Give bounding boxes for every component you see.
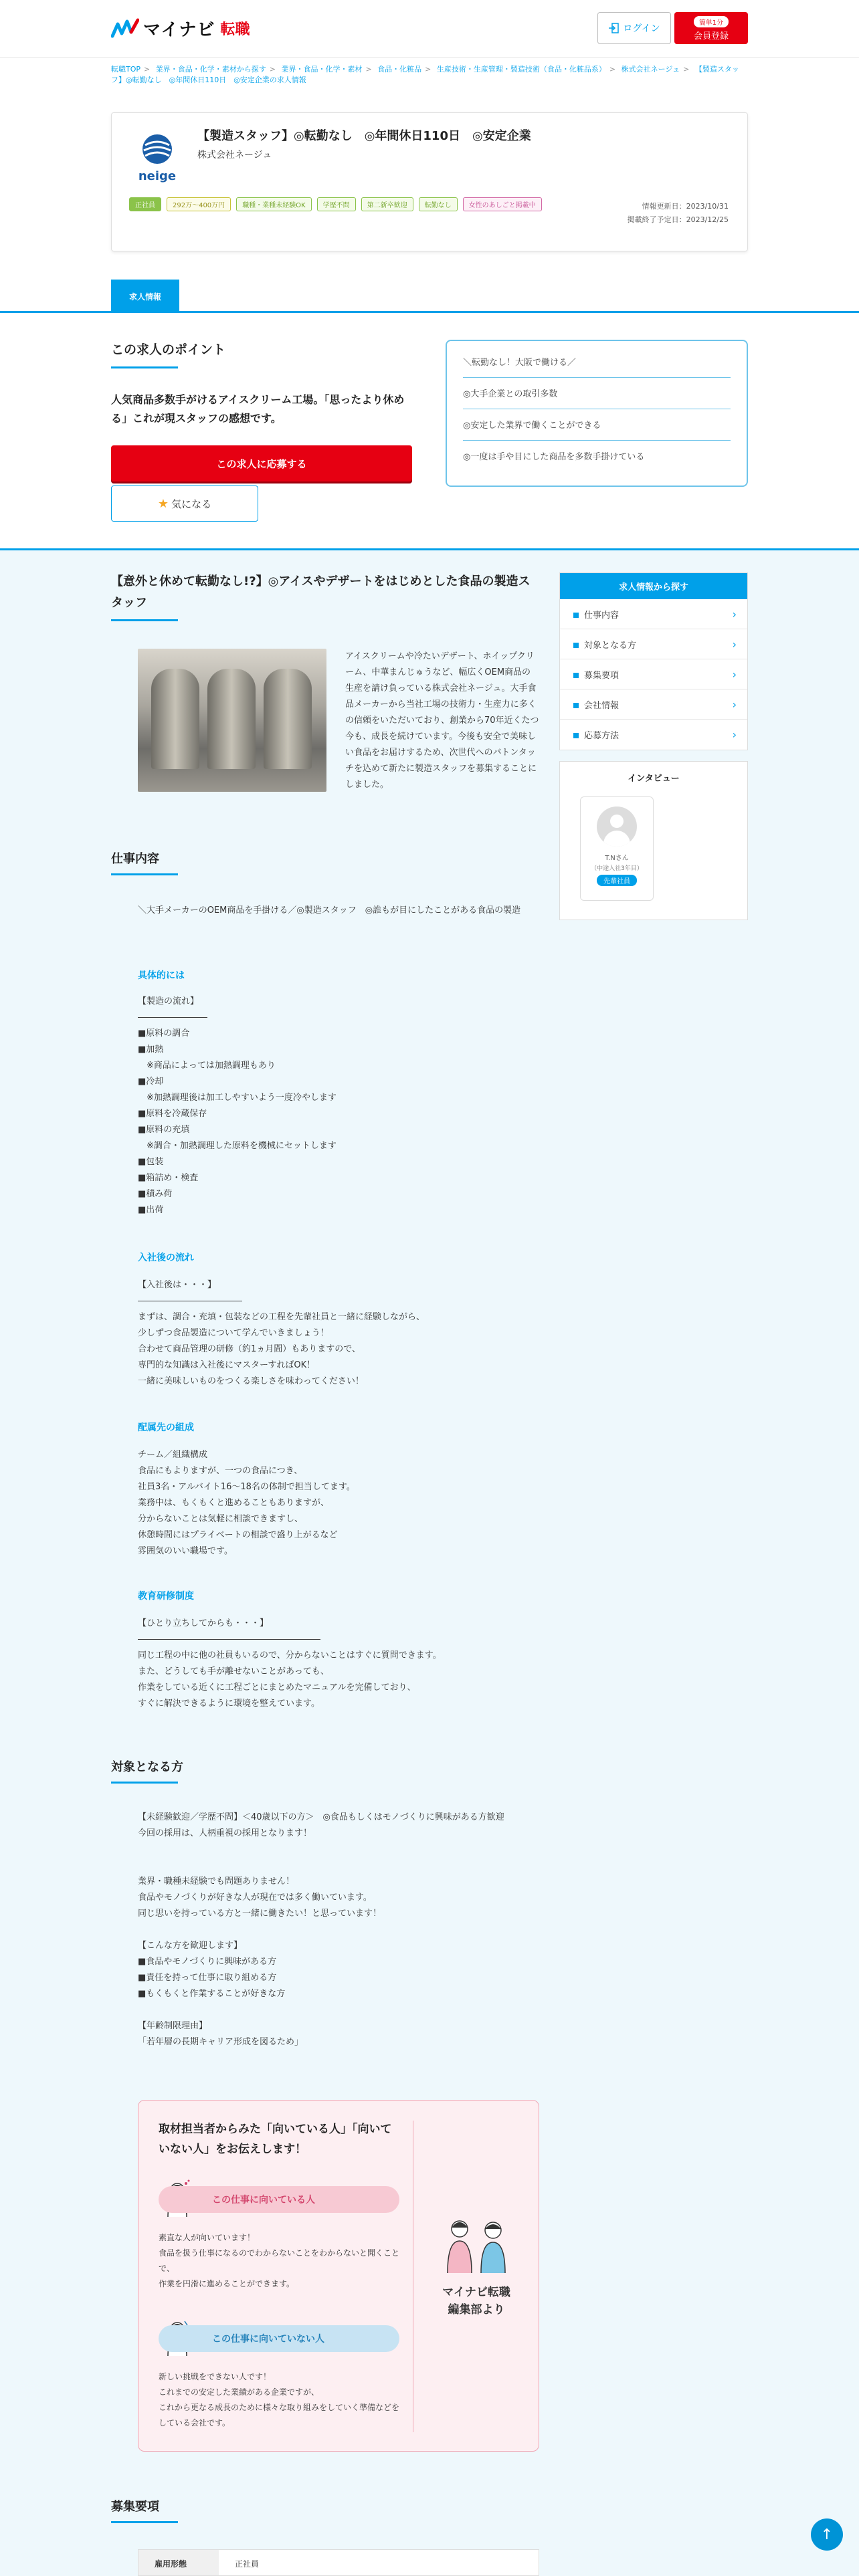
work-heading: 仕事内容 — [111, 852, 159, 866]
sidebar-item-work[interactable]: 仕事内容 › — [560, 599, 747, 629]
breadcrumb-item[interactable]: 転職TOP — [111, 65, 141, 74]
editors-illustration-icon — [433, 2214, 520, 2274]
tag-salary: 292万〜400万円 — [167, 197, 231, 211]
favorite-label: 気になる — [171, 498, 212, 510]
interview-sub: （中途入社3年目） — [591, 865, 643, 872]
company-logo — [130, 132, 184, 185]
job-summary-card — [111, 112, 748, 251]
login-icon — [608, 23, 619, 33]
job-dates — [628, 200, 729, 227]
interview-badge: 先輩社員 — [597, 875, 637, 886]
chevron-right-icon: › — [732, 697, 737, 711]
apply-button[interactable]: この求人に応募する — [111, 445, 412, 481]
after-heading: 入社後の流れ — [138, 1253, 194, 1263]
edu-text: 【ひとり立ちしてからも・・・】 ――――――――――――――――――――― 同じ工程の中に他の社員もいるので、分からないことはすぐに質問できます。 また、どうしても手が離せないことがあっても、 作業をしている近くに工程ごとにまとめたマニュアルを完備しており、 すぐに解決できるように環境を整えています。 — [138, 1618, 442, 1709]
work-lead: ＼大手メーカーのOEM商品を手掛ける／◎製造スタッフ ◎誰もが目にしたことがある食品の製造 — [138, 905, 521, 916]
tag-no-transfer: 転勤なし — [419, 197, 458, 211]
sidebar-item-target[interactable]: 対象となる方 › — [560, 629, 747, 659]
point-item: ＼転勤なし！大阪で働ける／ — [463, 346, 731, 378]
site-logo[interactable] — [111, 16, 250, 41]
point-item: ◎大手企業との取引多数 — [463, 378, 731, 409]
logo-text: マイナビ — [143, 20, 215, 40]
bad-fit-text: 新しい挑戦をできない人です！ これまでの安定した業績がある企業ですが、 これから更なる成長のために様々な取り組みをしていく準備などをしている会社です。 — [159, 2372, 400, 2428]
bad-fit-label: この仕事に向いていない人 — [159, 2325, 399, 2352]
editor-comment-box — [138, 2100, 539, 2452]
company-logo-text: neige — [138, 169, 177, 183]
sidebar-interview — [559, 761, 748, 920]
requirements-table — [138, 2549, 539, 2576]
tag-inexperienced-ok: 職種・業種未経験OK — [236, 197, 311, 211]
chevron-right-icon: › — [732, 728, 737, 741]
point-item: ◎安定した業界で働くことができる — [463, 409, 731, 441]
job-tags — [129, 197, 571, 211]
star-icon: ★ — [157, 496, 169, 511]
work-underline — [111, 873, 178, 875]
editor-who: マイナビ転職 編集部より — [442, 2286, 510, 2317]
sidebar-nav — [559, 572, 748, 750]
sidebar-nav-title: 求人情報から探す — [560, 573, 747, 599]
favorite-button[interactable] — [111, 486, 258, 522]
factory-photo — [138, 649, 326, 792]
logo-sub: 転職 — [220, 21, 250, 38]
main-title-underline — [111, 619, 178, 621]
editor-title: 取材担当者からみた「向いている人」「向いていない人」をお伝えします！ — [159, 2123, 392, 2156]
requirements-row-value: 正社員 — [235, 2559, 260, 2569]
good-fit-label: この仕事に向いている人 — [159, 2186, 399, 2213]
breadcrumb-item[interactable]: 食品・化粧品 — [377, 65, 422, 74]
requirements-underline — [111, 2521, 178, 2523]
avatar — [597, 807, 637, 847]
tag-women: 女性のあしごと掲載中 — [463, 197, 542, 211]
job-title: 【製造スタッフ】◎転勤なし ◎年間休日110日 ◎安定企業 — [197, 129, 531, 143]
sidebar-item-company[interactable]: 会社情報 › — [560, 689, 747, 720]
edu-heading: 教育研修制度 — [138, 1591, 194, 1602]
chevron-right-icon: › — [732, 637, 737, 651]
team-text: チーム／組織構成 食品にもよりますが、一つの食品につき、 社員3名・アルバイト16〜18名の体制で担当してます。 業務中は、もくもくと進めることもありますが、 分からないことは気軽に相談できますし、 休憩時間にはプライベートの相談で盛り上がるなど 雰囲気のいい職場です。 — [138, 1450, 355, 1556]
interview-title: インタビュー — [628, 774, 680, 784]
breadcrumb: 転職TOP > 業界・食品・化学・素材から探す > 業界・食品・化学・素材 > 食品・化粧品 > 生産技術・生産管理・製造技術（食品・化粧品系） > 株式会社ネージュ > 【製造スタッフ】◎転勤なし ◎年間休日110日 ◎安定企業の求人情報 — [111, 65, 739, 84]
site-header — [0, 0, 859, 58]
team-heading: 配属先の組成 — [138, 1422, 194, 1433]
good-fit-text: 素直な人が向いています！ 食品を扱う仕事になるのでわからないことをわからないと聞くことで、 作業を円滑に進めることができます。 — [159, 2233, 400, 2288]
tag-employment: 正社員 — [129, 197, 161, 211]
editor-signature — [426, 2214, 527, 2319]
sidebar-item-apply[interactable]: 応募方法 › — [560, 720, 747, 750]
register-button[interactable] — [674, 12, 748, 44]
updated-date: 情報更新日：2023/10/31 — [642, 202, 729, 211]
breadcrumb-item[interactable]: 業界・食品・化学・素材 — [281, 65, 363, 74]
tab-bar — [0, 280, 859, 313]
flow-text: 【製造の流れ】 ―――――――― ■原料の調合 ■加熱 ※商品によっては加熱調理もあり ■冷却 ※加熱調理後は加工しやすいよう一度冷やします ■原料を冷蔵保存 ■原料の充填 ※調合・加熱調理した原料を機械にセットします ■包装 ■箱詰め・検査 ■積み荷 ■出荷 — [138, 996, 337, 1215]
requirements-row-label: 雇用形態 — [138, 2550, 219, 2575]
tab-job-info[interactable]: 求人情報 — [111, 280, 179, 313]
target-heading: 対象となる方 — [111, 1760, 183, 1774]
points-lead: 人気商品多数手がけるアイスクリーム工場。「思ったより休める」これが現スタッフの感想です。 — [111, 393, 405, 425]
target-text: 【未経験歓迎／学歴不問】＜40歳以下の方＞ ◎食品もしくはモノづくりに興味がある方歓迎 今回の採用は、人柄重視の採用となります！ 業界・職種未経験でも問題ありません！ 食品やモノづくりが好きな人が現在では多く働いています。 同じ思いを持っている方と一緒に働きたい！と思っています！ 【こんな方を歓迎します】 ■食品やモノづくりに興味がある方 ■責任を持って仕事に取り組める方 ■もくもくと作業することが好きな方 【年齢制限理由】 「若年層の長期キャリア形成を図るため」 — [138, 1812, 504, 2047]
tag-second-grad: 第二新卒歓迎 — [361, 197, 413, 211]
register-badge: 簡単1分 — [694, 16, 729, 27]
main-title: 【意外と休めて転勤なし!?】◎アイスやデザートをはじめとした食品の製造スタッフ — [111, 574, 531, 610]
mynavi-logo-icon — [111, 17, 139, 40]
tag-no-education: 学歴不問 — [317, 197, 356, 211]
target-underline — [111, 1782, 178, 1784]
chevron-right-icon: › — [732, 667, 737, 681]
sidebar-item-requirements[interactable]: 募集要項 › — [560, 659, 747, 689]
interview-card[interactable] — [580, 796, 654, 901]
breadcrumb-current: 【製造スタッフ】◎転勤なし ◎年間休日110日 ◎安定企業の求人情報 — [111, 65, 739, 84]
breadcrumb-item[interactable]: 生産技術・生産管理・製造技術（食品・化粧品系） — [436, 65, 606, 74]
chevron-right-icon: › — [732, 607, 737, 621]
flow-heading: 具体的には — [138, 970, 185, 981]
point-item: ◎一度は手や目にした商品を多数手掛けている — [463, 452, 645, 462]
arrow-up-icon: ↑ — [820, 2526, 834, 2543]
intro-text: アイスクリームや冷たいデザート、ホイップクリーム、中華まんじゅうなど、幅広くOEM商品の生産を請け負っている株式会社ネージュ。大手食品メーカーから当社工場の技術力・生産力に多くの信頼をいただいており、創業から70年近くたつ今も、成長を続けています。今後も安全で美味しい食品をお届けするため、次世代へのバトンタッチを込めて新たに製造スタッフを募集することにしました。 — [345, 651, 539, 790]
scroll-to-top-button[interactable] — [811, 2518, 843, 2551]
register-label: 会員登録 — [693, 31, 729, 41]
login-label: ログイン — [623, 23, 660, 34]
interview-name: T.Nさん — [605, 855, 629, 862]
points-underline — [111, 366, 178, 368]
breadcrumb-item[interactable]: 株式会社ネージュ — [621, 65, 680, 74]
points-list — [446, 340, 748, 487]
breadcrumb-item[interactable]: 業界・食品・化学・素材から探す — [155, 65, 266, 74]
after-text: 【入社後は・・・】 ―――――――――――― まずは、調合・充填・包装などの工程を先輩社員と一緒に経験しながら、 少しずつ食品製造について学んでいきましょう！ 合わせて商品管理の研修（約1ヵ月間）もありますので、 専門的な知識は入社後にマスターすればOK！ 一緒に美味しいものをつくる楽しさを味わってください！ — [138, 1280, 425, 1386]
points-title: この求人のポイント — [111, 342, 226, 357]
requirements-heading: 募集要項 — [111, 2500, 159, 2514]
company-name[interactable]: 株式会社ネージュ — [197, 150, 272, 160]
end-date: 掲載終了予定日：2023/12/25 — [627, 215, 729, 224]
login-button[interactable] — [597, 12, 671, 44]
